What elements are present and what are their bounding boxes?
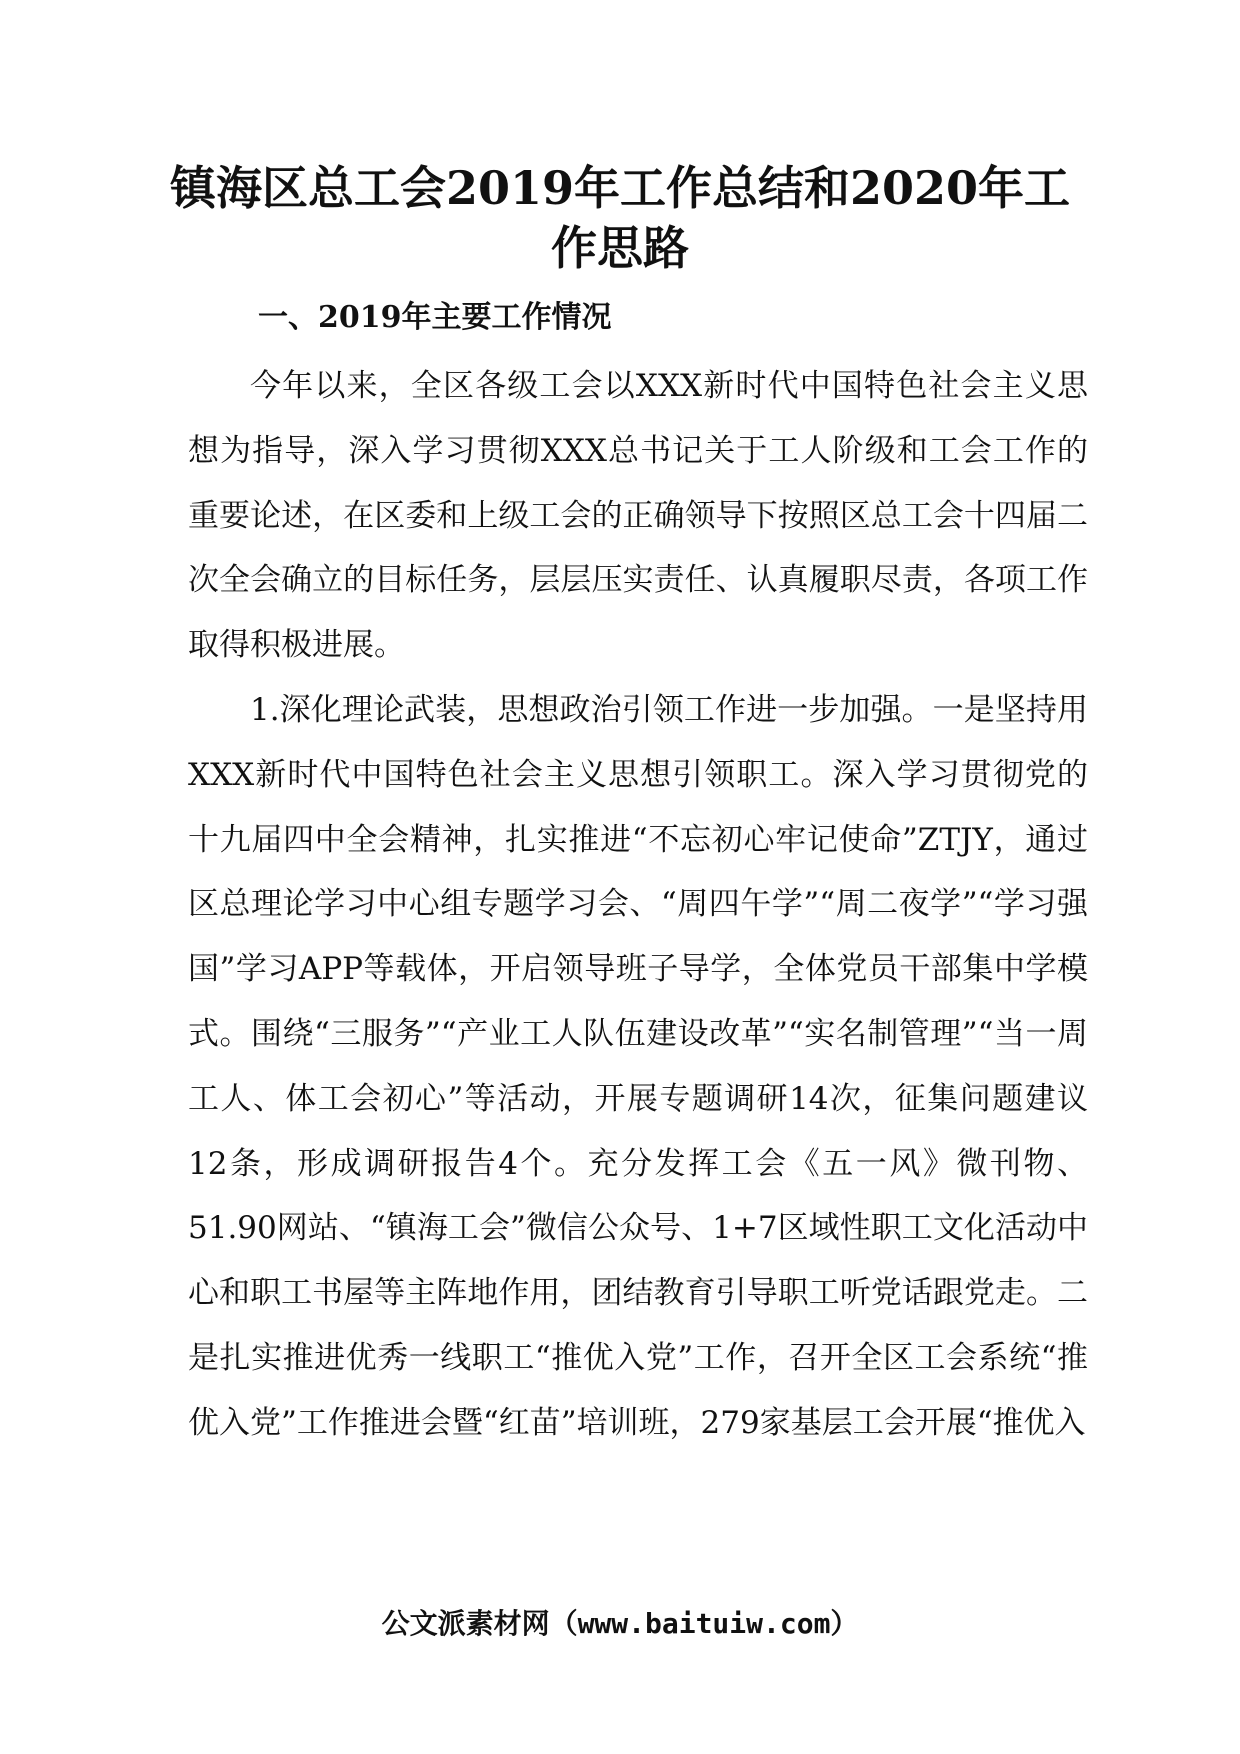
footer-watermark: 公文派素材网（www.baituiw.com） (381, 1607, 859, 1640)
paragraph-item-1: 1.深化理论武装，思想政治引领工作进一步加强。一是坚持用XXX新时代中国特色社会主义思想引领职工。深入学习贯彻党的十九届四中全会精神，扎实推进“不忘初心牢记使命”ZTJY，通过区总理论学习中心组专题学习会、“周四午学”“周二夜学”“学习强国”学习APP等载体，开启领导班子导学，全体党员干部集中学模式。围绕“三服务”“产业工人队伍建设改革”“实名制管理”“当一周工人、体工会初心”等活动，开展专题调研14次，征集问题建议12条，形成调研报告4个。充分发挥工会《五一风》微刊物、51.90网站、“镇海工会”微信公众号、1+7区域性职工文化活动中心和职工书屋等主阵地作用，团结教育引导职工听党话跟党走。二是扎实推进优秀一线职工“推优入党”工作，召开全区工会系统“推优入党”工作推进会暨“红苗”培训班，279家基层工会开展“推优入 (188, 691, 1088, 1441)
section-heading: 一、2019年主要工作情况 (258, 300, 612, 335)
document-body (188, 354, 1088, 1456)
document-title: 镇海区总工会2019年工作总结和2020年工作思路 (169, 161, 1071, 275)
paragraph-intro: 今年以来，全区各级工会以XXX新时代中国特色社会主义思想为指导，深入学习贯彻XXX总书记关于工人阶级和工会工作的重要论述，在区委和上级工会的正确领导下按照区总工会十四届二次全会确立的目标任务，层层压实责任、认真履职尽责，各项工作取得积极进展。 (188, 368, 1088, 664)
